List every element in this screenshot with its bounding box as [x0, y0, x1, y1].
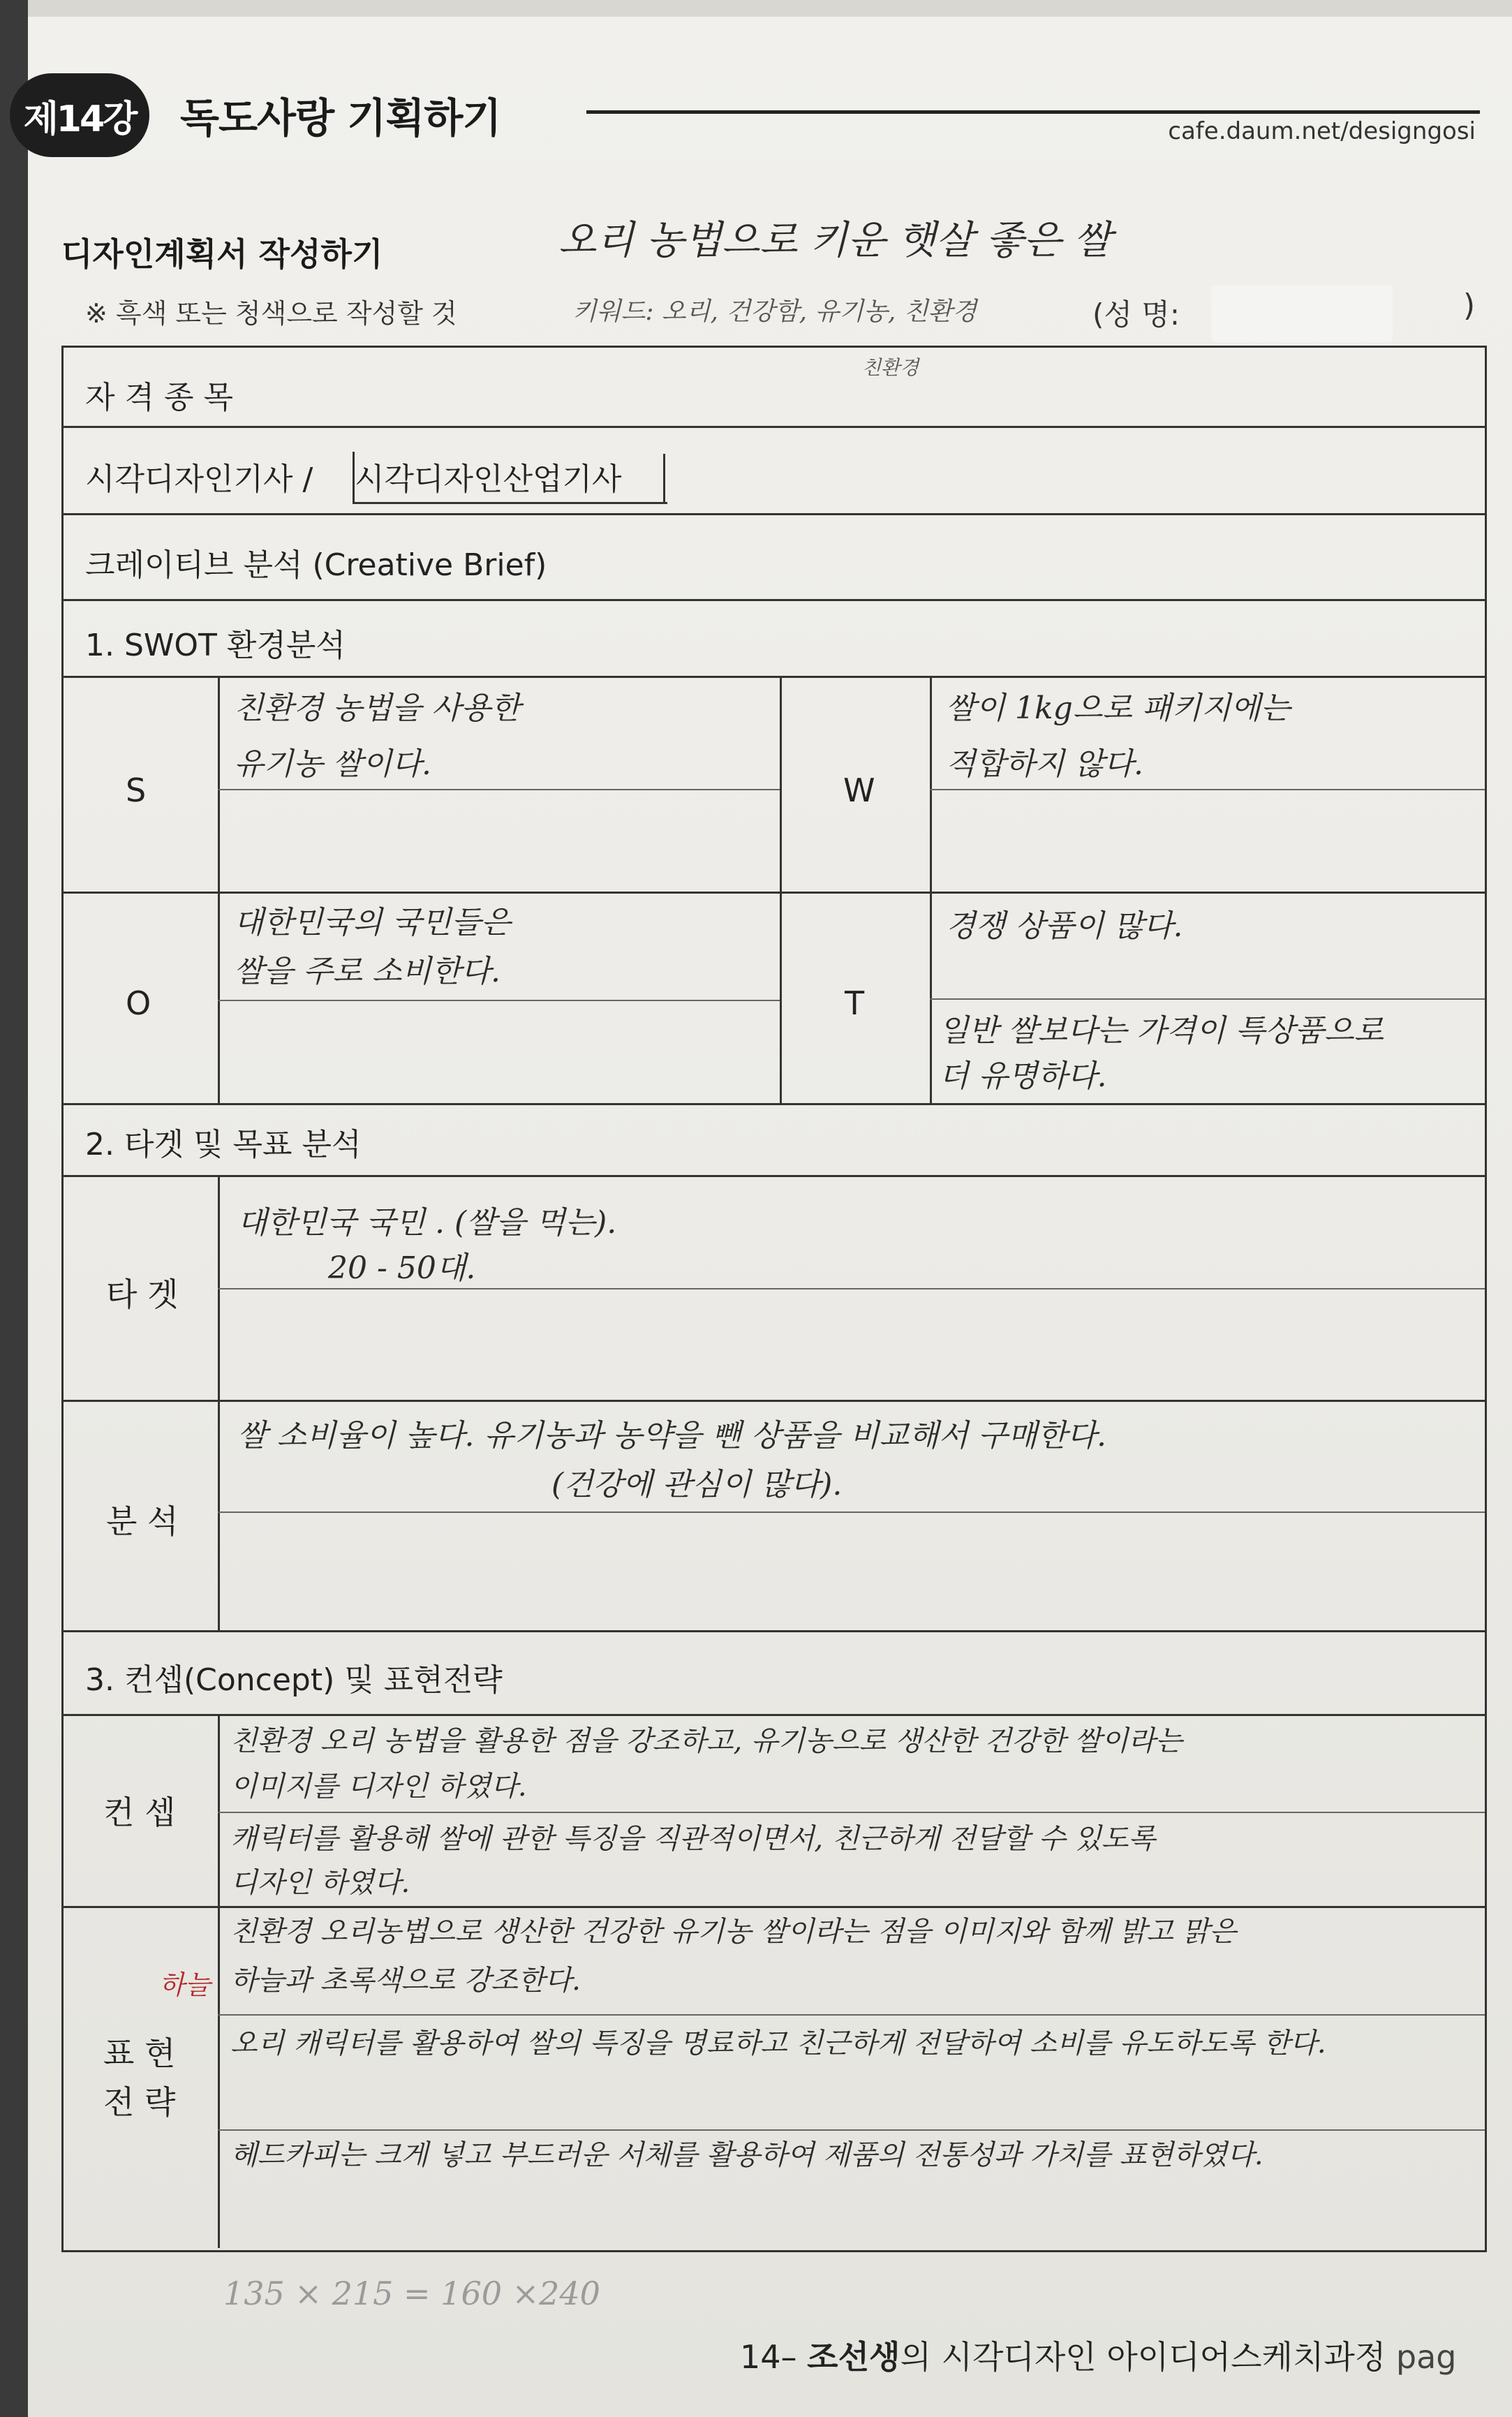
- target-line: 20 - 50대.: [328, 1250, 476, 1286]
- strategy-line: 헤드카피는 크게 넣고 부드러운 서체를 활용하여 제품의 전통성과 가치를 표현하였다.: [230, 2139, 1263, 2171]
- cert-label: 자 격 종 목: [85, 380, 233, 415]
- cert-selected: 시각디자인산업기사: [355, 461, 622, 497]
- strategy-line: 오리 캐릭터를 활용하여 쌀의 특징을 명료하고 친근하게 전달하여 소비를 유도하도록 한다.: [230, 2027, 1326, 2060]
- rule: [61, 1175, 1485, 1177]
- form-heading: 디자인계획서 작성하기: [61, 235, 383, 273]
- swot-o-label: O: [126, 984, 151, 1022]
- strategy-line: 하늘과 초록색으로 강조한다.: [230, 1965, 581, 1997]
- lesson-title: 독도사랑 기획하기: [180, 94, 501, 142]
- pencil-size-note: 135 × 215 = 160 ×240: [223, 2275, 600, 2312]
- name-close-paren: ): [1463, 288, 1476, 323]
- concept-line: 친환경 오리 농법을 활용한 점을 강조하고, 유기농으로 생산한 건강한 쌀이라는: [230, 1725, 1183, 1757]
- target-heading: 2. 타겟 및 목표 분석: [85, 1127, 362, 1162]
- page-footer: [740, 2332, 1457, 2378]
- swot-o-line: 대한민국의 국민들은: [234, 905, 511, 940]
- footer-author: 조선생: [807, 2338, 900, 2376]
- analysis-subrule: [218, 1511, 1485, 1513]
- footer-course: 의 시각디자인 아이디어스케치과정: [900, 2338, 1386, 2376]
- concept-subrule: [218, 1812, 1485, 1813]
- concept-label: 컨 셉: [103, 1794, 176, 1831]
- swot-t-label: T: [845, 984, 865, 1022]
- analysis-line: (건강에 관심이 많다).: [551, 1467, 843, 1502]
- page-left-edge: [0, 0, 28, 2417]
- name-label: (성 명:: [1092, 297, 1180, 332]
- rule: [61, 1103, 1485, 1105]
- handwritten-keywords: 키워드: 오리, 건강함, 유기농, 친환경: [572, 297, 977, 326]
- target-label: 타 겟: [106, 1276, 179, 1313]
- concept-line: 캐릭터를 활용해 쌀에 관한 특징을 직관적이면서, 친근하게 전달할 수 있도록: [230, 1823, 1155, 1855]
- concept-line: 디자인 하였다.: [230, 1867, 410, 1899]
- footer-trail: pag: [1395, 2338, 1457, 2376]
- concept-line: 이미지를 디자인 하였다.: [230, 1771, 527, 1803]
- cert-selected-box: [353, 452, 667, 504]
- swot-subrule: [930, 998, 1485, 1000]
- title-rule: [586, 110, 1480, 114]
- swot-s-label: S: [126, 771, 147, 809]
- strategy-subrule: [218, 2129, 1485, 2131]
- rule: [61, 513, 1485, 515]
- rule: [61, 1906, 1485, 1908]
- swot-w-label: W: [843, 771, 875, 809]
- swot-w-line: 쌀이 1kg으로 패키지에는: [946, 690, 1291, 726]
- strategy-subrule: [218, 2014, 1485, 2016]
- brief-label: 크레이티브 분석 (Creative Brief): [85, 547, 547, 583]
- strategy-margin-note: 하늘: [159, 1969, 211, 2000]
- swot-w-line: 적합하지 않다.: [946, 746, 1143, 782]
- page-edge-shadow: [0, 0, 1512, 17]
- rule: [61, 1400, 1485, 1402]
- rule: [61, 1630, 1485, 1632]
- swot-s-line: 유기농 쌀이다.: [234, 746, 431, 782]
- swot-col: [780, 676, 782, 1103]
- swot-subrule: [218, 1000, 780, 1001]
- label-col: [218, 1714, 220, 2248]
- cert-box-end: [663, 454, 665, 504]
- rule: [61, 676, 1485, 678]
- swot-subrule: [218, 789, 780, 790]
- rule: [61, 1714, 1485, 1716]
- handwritten-headline: 오리 농법으로 키운 햇살 좋은 쌀: [558, 218, 1112, 263]
- strategy-line: 친환경 오리농법으로 생산한 건강한 유기농 쌀이라는 점을 이미지와 함께 밝고 맑은: [230, 1916, 1236, 1948]
- target-line: 대한민국 국민 . (쌀을 먹는).: [237, 1205, 617, 1241]
- swot-s-line: 친환경 농법을 사용한: [234, 690, 521, 726]
- redacted-name: [1211, 285, 1393, 342]
- strategy-label-1: 표 현: [103, 2034, 176, 2072]
- concept-heading: 3. 컨셉(Concept) 및 표현전략: [85, 1662, 503, 1698]
- swot-col: [218, 676, 220, 1103]
- footer-page-number: 14–: [740, 2338, 797, 2376]
- swot-t-line: 일반 쌀보다는 가격이 특상품으로: [939, 1013, 1384, 1049]
- swot-heading: 1. SWOT 환경분석: [85, 628, 346, 663]
- cafe-url: cafe.daum.net/designgosi: [1168, 117, 1476, 145]
- handwritten-keyword-extra: 친환경: [862, 356, 919, 379]
- swot-o-line: 쌀을 주로 소비한다.: [234, 954, 501, 989]
- ink-instruction: ※ 흑색 또는 청색으로 작성할 것: [85, 298, 457, 329]
- swot-subrule: [930, 789, 1485, 790]
- lesson-badge: 제14강: [10, 73, 149, 157]
- rule: [61, 892, 1485, 894]
- analysis-label: 분 석: [106, 1502, 179, 1540]
- strategy-label-2: 전 략: [103, 2083, 176, 2121]
- rule: [61, 426, 1485, 428]
- swot-t-line: 더 유명하다.: [939, 1058, 1107, 1094]
- swot-col: [930, 676, 932, 1103]
- label-col: [218, 1175, 220, 1630]
- cert-options: 시각디자인기사 /: [85, 461, 313, 497]
- rule: [61, 599, 1485, 601]
- analysis-line: 쌀 소비율이 높다. 유기농과 농약을 뺀 상품을 비교해서 구매한다.: [237, 1418, 1106, 1454]
- target-subrule: [218, 1288, 1485, 1289]
- swot-t-line: 경쟁 상품이 많다.: [946, 908, 1183, 944]
